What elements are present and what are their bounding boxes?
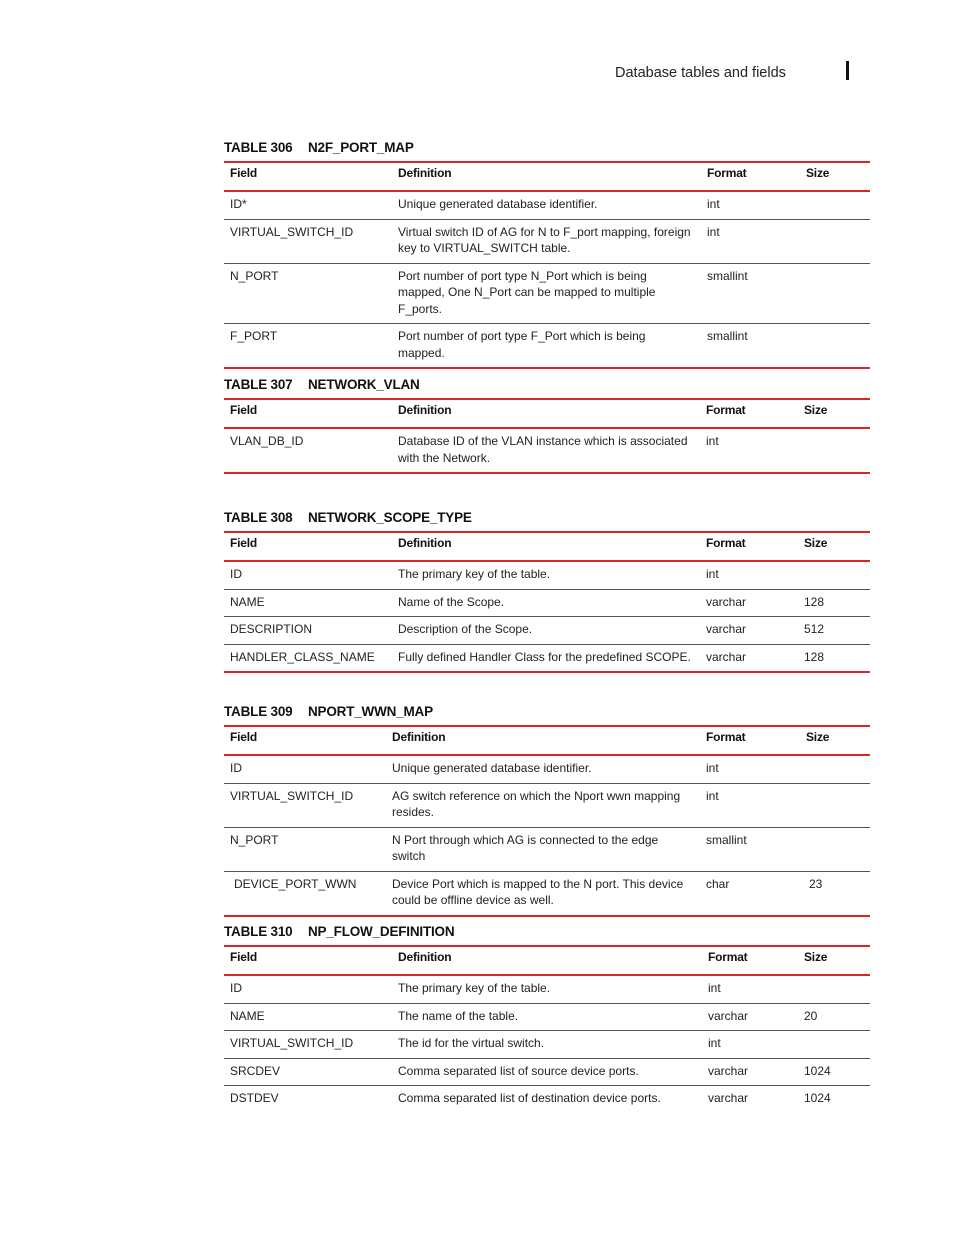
cell-definition: AG switch reference on which the Nport wwn mapping resides. xyxy=(386,783,700,827)
table-caption xyxy=(224,376,870,393)
cell-field: DEVICE_PORT_WWN xyxy=(224,871,386,916)
header-row xyxy=(224,399,870,428)
table-name: N2F_PORT_MAP xyxy=(308,140,414,155)
cell-size xyxy=(798,975,870,1003)
cell-definition: The name of the table. xyxy=(392,1003,702,1031)
column-header-format: Format xyxy=(700,399,798,428)
cell-size: 128 xyxy=(798,589,870,617)
table-np-flow-definition xyxy=(224,923,870,1113)
cell-definition: Description of the Scope. xyxy=(392,617,700,645)
cell-field: VIRTUAL_SWITCH_ID xyxy=(224,219,392,263)
table-row xyxy=(224,191,870,219)
table-row xyxy=(224,827,870,871)
data-table xyxy=(224,945,870,1113)
cell-size xyxy=(800,219,870,263)
cell-format: smallint xyxy=(700,827,800,871)
cell-format: smallint xyxy=(701,263,800,324)
table-row xyxy=(224,1031,870,1059)
table-row xyxy=(224,644,870,672)
table-name: NP_FLOW_DEFINITION xyxy=(308,924,455,939)
data-table xyxy=(224,398,870,474)
table-network-vlan xyxy=(224,376,870,474)
cell-definition: Device Port which is mapped to the N port. This device could be offline device as well. xyxy=(386,871,700,916)
cell-definition: Comma separated list of destination device ports. xyxy=(398,1091,661,1105)
column-header-size: Size xyxy=(800,162,870,191)
cell-size: 1024 xyxy=(798,1058,870,1086)
column-header-definition: Definition xyxy=(392,399,700,428)
cell-format: varchar xyxy=(700,589,798,617)
cell-format: int xyxy=(700,755,800,783)
cell-field: DSTDEV xyxy=(230,1091,279,1105)
table-row xyxy=(224,783,870,827)
cell-format: int xyxy=(702,1031,798,1059)
table-caption xyxy=(224,923,870,940)
cell-size xyxy=(798,1031,870,1059)
header-marker-bar xyxy=(846,61,849,80)
cell-field: HANDLER_CLASS_NAME xyxy=(224,644,392,672)
cell-format: int xyxy=(700,561,798,589)
cell-field: ID* xyxy=(224,191,392,219)
header-row xyxy=(224,532,870,561)
cell-size xyxy=(800,191,870,219)
cell-definition: Comma separated list of source device ports. xyxy=(392,1058,702,1086)
column-header-field: Field xyxy=(224,726,386,755)
column-header-size: Size xyxy=(798,946,870,975)
cell-format: int xyxy=(700,783,800,827)
table-row xyxy=(224,561,870,589)
cell-size xyxy=(798,561,870,589)
table-caption xyxy=(224,509,870,526)
column-header-definition: Definition xyxy=(392,532,700,561)
cell-field: F_PORT xyxy=(224,324,392,369)
cell-size xyxy=(800,263,870,324)
cell-format: varchar xyxy=(702,1058,798,1086)
cell-size xyxy=(800,324,870,369)
cell-definition: N Port through which AG is connected to the edge switch xyxy=(386,827,700,871)
table-network-scope-type xyxy=(224,509,870,673)
cell-size: 23 xyxy=(800,871,870,916)
column-header-size: Size xyxy=(798,399,870,428)
cell-size: 20 xyxy=(798,1003,870,1031)
table-row xyxy=(224,755,870,783)
cell-field: N_PORT xyxy=(224,827,386,871)
table-number: TABLE 310 xyxy=(224,924,293,939)
column-header-format: Format xyxy=(700,532,798,561)
cell-field: NAME xyxy=(224,1003,392,1031)
table-row xyxy=(224,975,870,1003)
table-name: NETWORK_VLAN xyxy=(308,377,420,392)
column-header-field: Field xyxy=(224,946,392,975)
column-header-format: Format xyxy=(702,946,798,975)
table-row xyxy=(224,1086,870,1113)
cell-field: ID xyxy=(224,975,392,1003)
table-caption xyxy=(224,139,870,156)
cell-definition: Virtual switch ID of AG for N to F_port mapping, foreign key to VIRTUAL_SWITCH table. xyxy=(392,219,701,263)
data-table xyxy=(224,725,870,917)
table-number: TABLE 308 xyxy=(224,510,293,525)
cell-format: varchar xyxy=(700,617,798,645)
table-number: TABLE 307 xyxy=(224,377,293,392)
cell-field: NAME xyxy=(224,589,392,617)
cell-format: varchar xyxy=(700,644,798,672)
table-row xyxy=(224,219,870,263)
table-row xyxy=(224,871,870,916)
cell-definition: The id for the virtual switch. xyxy=(392,1031,702,1059)
cell-field: SRCDEV xyxy=(224,1058,392,1086)
cell-size xyxy=(800,783,870,827)
table-name: NETWORK_SCOPE_TYPE xyxy=(308,510,472,525)
cell-definition: Database ID of the VLAN instance which is associated with the Network. xyxy=(392,428,700,473)
header-row xyxy=(224,162,870,191)
cell-size xyxy=(800,827,870,871)
table-name: NPORT_WWN_MAP xyxy=(308,704,433,719)
table-row xyxy=(224,263,870,324)
cell-definition: Port number of port type N_Port which is being mapped, One N_Port can be mapped to multiple F_ports. xyxy=(392,263,701,324)
table-number: TABLE 309 xyxy=(224,704,293,719)
column-header-definition: Definition xyxy=(386,726,700,755)
cell-field: N_PORT xyxy=(224,263,392,324)
table-row xyxy=(224,1058,870,1086)
column-header-format: Format xyxy=(701,162,800,191)
column-header-field: Field xyxy=(224,162,392,191)
column-header-size: Size xyxy=(800,726,870,755)
table-row xyxy=(224,428,870,473)
running-header-title: Database tables and fields xyxy=(615,65,786,81)
cell-format: int xyxy=(701,219,800,263)
table-number: TABLE 306 xyxy=(224,140,293,155)
column-header-field: Field xyxy=(224,399,392,428)
column-header-format: Format xyxy=(700,726,800,755)
cell-field: VLAN_DB_ID xyxy=(224,428,392,473)
cell-format: int xyxy=(701,191,800,219)
cell-definition: Unique generated database identifier. xyxy=(392,191,701,219)
header-row xyxy=(224,726,870,755)
cell-field: ID xyxy=(224,755,386,783)
cell-definition: Name of the Scope. xyxy=(392,589,700,617)
cell-format: int xyxy=(702,975,798,1003)
cell-definition: Port number of port type F_Port which is being mapped. xyxy=(392,324,701,369)
cell-size xyxy=(798,428,870,473)
cell-size xyxy=(800,755,870,783)
cell-format: varchar xyxy=(708,1091,749,1105)
cell-format: smallint xyxy=(701,324,800,369)
cell-definition: The primary key of the table. xyxy=(392,975,702,1003)
cell-size: 128 xyxy=(798,644,870,672)
column-header-definition: Definition xyxy=(392,162,701,191)
table-row xyxy=(224,617,870,645)
cell-field: VIRTUAL_SWITCH_ID xyxy=(224,783,386,827)
table-caption xyxy=(224,703,870,720)
cell-definition: The primary key of the table. xyxy=(392,561,700,589)
cell-size: 512 xyxy=(798,617,870,645)
cell-definition: Fully defined Handler Class for the predefined SCOPE. xyxy=(392,644,700,672)
cell-field: DESCRIPTION xyxy=(224,617,392,645)
table-row xyxy=(224,589,870,617)
table-nport-wwn-map xyxy=(224,703,870,917)
cell-format: char xyxy=(700,871,800,916)
table-n2f-port-map xyxy=(224,139,870,369)
cell-size: 1024 xyxy=(804,1091,831,1105)
table-row xyxy=(224,1003,870,1031)
column-header-definition: Definition xyxy=(392,946,702,975)
cell-definition: Unique generated database identifier. xyxy=(386,755,700,783)
column-header-field: Field xyxy=(224,532,392,561)
table-row xyxy=(224,324,870,369)
data-table xyxy=(224,161,870,369)
column-header-size: Size xyxy=(798,532,870,561)
data-table xyxy=(224,531,870,673)
cell-format: int xyxy=(700,428,798,473)
header-row xyxy=(224,946,870,975)
cell-field: VIRTUAL_SWITCH_ID xyxy=(224,1031,392,1059)
cell-field: ID xyxy=(224,561,392,589)
cell-format: varchar xyxy=(702,1003,798,1031)
